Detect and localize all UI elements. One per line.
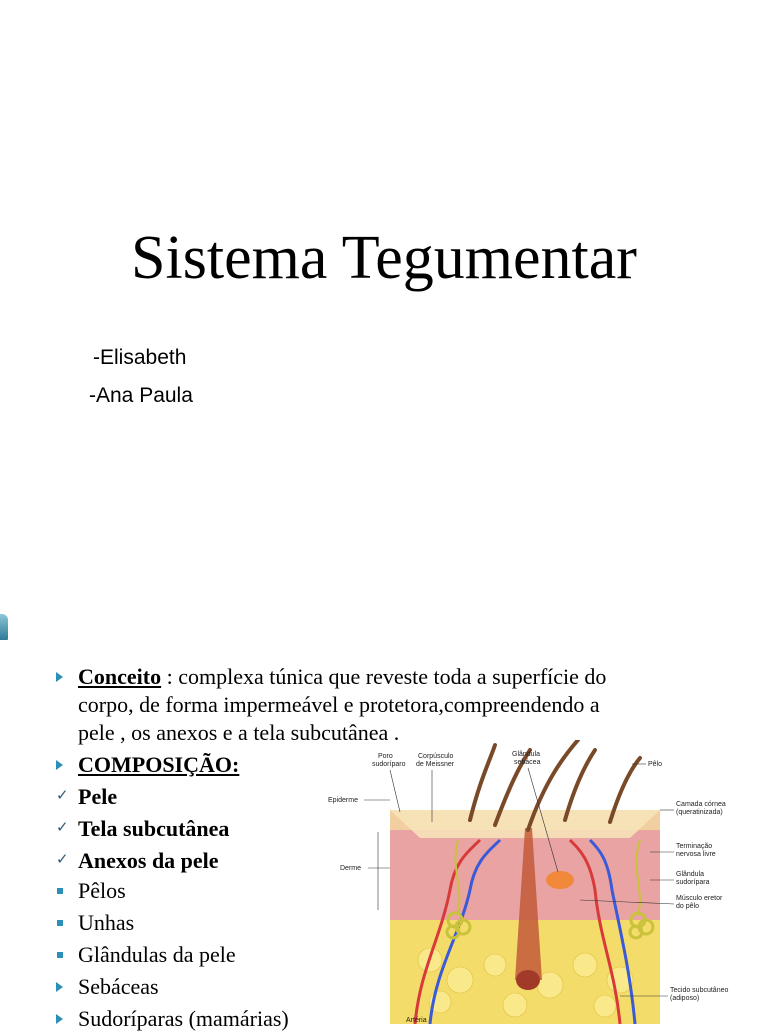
author-name: -Elisabeth [93, 346, 187, 369]
label-epiderme: Epiderme [328, 797, 358, 804]
concept-line-1 [78, 663, 606, 691]
slide-title: Sistema Tegumentar [131, 224, 637, 292]
label-meissner: de Meissner [416, 761, 455, 768]
square-bullet-icon [57, 920, 63, 926]
list-item-tela: Tela subcutânea [78, 816, 230, 841]
label-poro: Poro [378, 753, 393, 760]
list-item-glandulas: Glândulas da pele [78, 942, 236, 967]
label-nervosa: nervosa livre [676, 851, 716, 858]
label-pelo: Pêlo [648, 761, 663, 768]
content-slide [0, 640, 768, 1031]
concept-term: Conceito [78, 664, 162, 689]
list-item-pelos: Pêlos [78, 878, 126, 903]
label-camada: Camada córnea [676, 801, 726, 808]
label-do-pelo: do pêlo [676, 903, 699, 910]
square-bullet-icon [57, 952, 63, 958]
label-adiposo: (adiposo) [670, 995, 700, 1002]
label-arteria: Artéria [406, 1017, 427, 1024]
sebaceous-gland [546, 871, 574, 889]
label-terminacao: Terminação [676, 843, 713, 850]
label-sebacea: sebácea [514, 759, 541, 766]
list-item-pele: Pele [78, 784, 118, 809]
concept-line-2: corpo, de forma impermeável e protetora,compreendendo a [78, 692, 600, 717]
label-sudoripara: sudorípara [676, 879, 710, 886]
concept-line-3: pele , os anexos e a tela subcutânea . [78, 720, 400, 745]
arrow-bullet-icon [56, 1014, 63, 1024]
concept-text: : complexa túnica que reveste toda a superfície do [161, 664, 607, 689]
skin-cross-section-diagram [320, 740, 768, 1024]
list-item-sudoriparas: Sudoríparas (mamárias) [78, 1006, 289, 1031]
label-sudoriparo: sudoríparo [372, 761, 406, 768]
list-item-unhas: Unhas [78, 910, 135, 935]
label-glandula: Glândula [512, 751, 541, 758]
composition-heading: COMPOSIÇÃO: [78, 752, 240, 777]
check-bullet-icon: ✓ [56, 818, 69, 836]
author-name: -Ana Paula [89, 384, 193, 407]
list-item-anexos: Anexos da pele [78, 848, 219, 873]
check-bullet-icon: ✓ [56, 850, 69, 868]
arrow-bullet-icon [56, 760, 63, 770]
square-bullet-icon [57, 888, 63, 894]
arrow-bullet-icon [56, 982, 63, 992]
hair-bulb [516, 970, 540, 990]
label-tecido: Tecido subcutâneo [670, 987, 729, 994]
check-bullet-icon: ✓ [56, 786, 69, 804]
label-corpusculo: Corpúsculo [418, 753, 454, 760]
label-derme: Derme [340, 865, 362, 872]
label-glandula-sud: Glândula [676, 871, 705, 878]
label-musculo: Músculo eretor [676, 895, 723, 902]
list-item-sebaceas: Sebáceas [78, 974, 159, 999]
arrow-bullet-icon [56, 672, 63, 682]
label-queratinizada: (queratinizada) [676, 809, 723, 816]
